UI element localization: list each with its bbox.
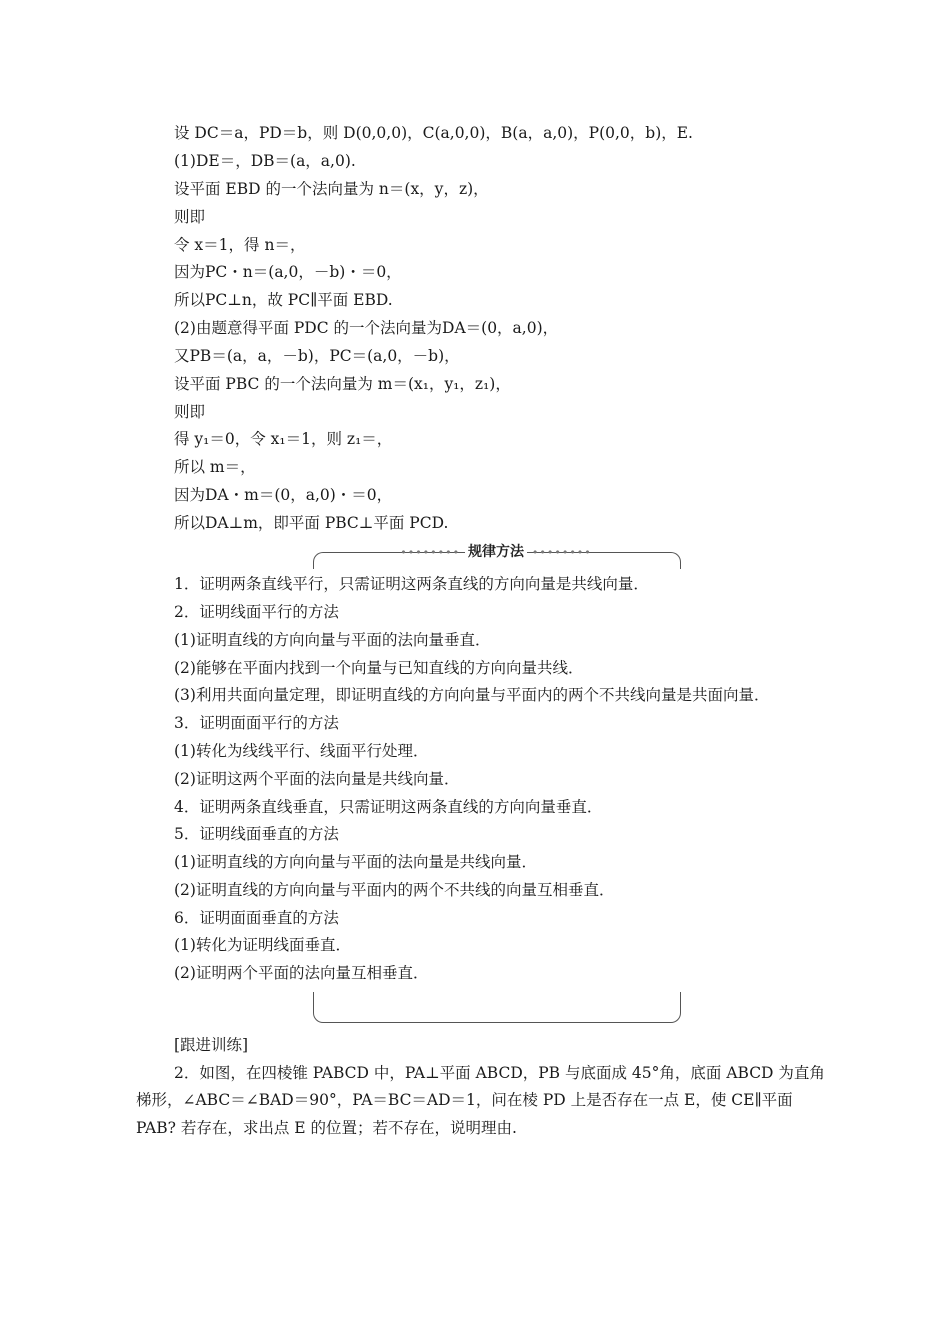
practice-problem-line-2: 梯形，∠ABC＝∠BAD＝90°，PA＝BC＝AD＝1，问在棱 PD 上是否存在一点 E，使 CE∥平面	[136, 1091, 793, 1109]
method-item-14: (1)转化为证明线面垂直．	[174, 936, 351, 954]
solution-line-4: 则即	[174, 208, 206, 226]
method-item-5: (3)利用共面向量定理，即证明直线的方向向量与平面内的两个不共线向量是共面向量．	[174, 686, 770, 704]
solution-line-12: 得 y₁＝0，令 x₁＝1，则 z₁＝，	[174, 430, 393, 448]
practice-problem-line-3: PAB? 若存在，求出点 E 的位置；若不存在，说明理由.	[136, 1119, 517, 1137]
practice-heading: [跟进训练]	[174, 1036, 249, 1054]
method-item-10: 5．证明线面垂直的方法	[174, 825, 339, 843]
solution-line-11: 则即	[174, 403, 206, 421]
method-box-title	[310, 543, 682, 562]
solution-line-5: 令 x＝1，得 n＝，	[174, 236, 306, 254]
method-item-3: (1)证明直线的方向向量与平面的法向量垂直．	[174, 631, 491, 649]
solution-line-2: (1)DE＝，DB＝(a，a,0).	[174, 152, 356, 170]
solution-line-8: (2)由题意得平面 PDC 的一个法向量为DA＝(0，a,0)，	[174, 319, 559, 337]
practice-problem-line-1: 2．如图，在四棱锥 PABCD 中，PA⊥平面 ABCD，PB 与底面成 45°角，底面 ABCD 为直角	[174, 1064, 825, 1082]
solution-line-15: 所以DA⊥m，即平面 PBC⊥平面 PCD.	[174, 514, 449, 532]
method-item-9: 4．证明两条直线垂直，只需证明这两条直线的方向向量垂直．	[174, 798, 603, 816]
solution-line-3: 设平面 EBD 的一个法向量为 n＝(x，y，z)，	[174, 180, 489, 198]
method-box-bottom-border	[313, 992, 681, 1023]
method-item-11: (1)证明直线的方向向量与平面的法向量是共线向量．	[174, 853, 537, 871]
method-box-dots-right: ••••••••	[531, 546, 592, 559]
method-item-2: 2．证明线面平行的方法	[174, 603, 339, 621]
solution-line-10: 设平面 PBC 的一个法向量为 m＝(x₁，y₁，z₁)，	[174, 375, 511, 393]
solution-line-6: 因为PC・n＝(a,0，－b)・＝0，	[174, 263, 402, 281]
solution-line-13: 所以 m＝，	[174, 458, 256, 476]
method-item-1: 1．证明两条直线平行，只需证明这两条直线的方向向量是共线向量．	[174, 575, 649, 593]
method-item-8: (2)证明这两个平面的法向量是共线向量．	[174, 770, 460, 788]
solution-line-14: 因为DA・m＝(0，a,0)・＝0，	[174, 486, 393, 504]
solution-line-9: 又PB＝(a，a，－b)，PC＝(a,0，－b)，	[174, 347, 460, 365]
method-item-4: (2)能够在平面内找到一个向量与已知直线的方向向量共线．	[174, 659, 584, 677]
method-item-13: 6．证明面面垂直的方法	[174, 909, 339, 927]
method-box-dots-left: ••••••••	[400, 546, 461, 559]
method-box-label: 规律方法	[465, 544, 527, 560]
method-item-12: (2)证明直线的方向向量与平面内的两个不共线的向量互相垂直．	[174, 881, 615, 899]
solution-line-7: 所以PC⊥n，故 PC∥平面 EBD.	[174, 291, 393, 309]
method-item-6: 3．证明面面平行的方法	[174, 714, 339, 732]
solution-line-1: 设 DC＝a，PD＝b，则 D(0,0,0)，C(a,0,0)，B(a，a,0)，P(0,0，b)，E.	[174, 124, 693, 142]
method-item-7: (1)转化为线线平行、线面平行处理．	[174, 742, 429, 760]
method-item-15: (2)证明两个平面的法向量互相垂直．	[174, 964, 429, 982]
